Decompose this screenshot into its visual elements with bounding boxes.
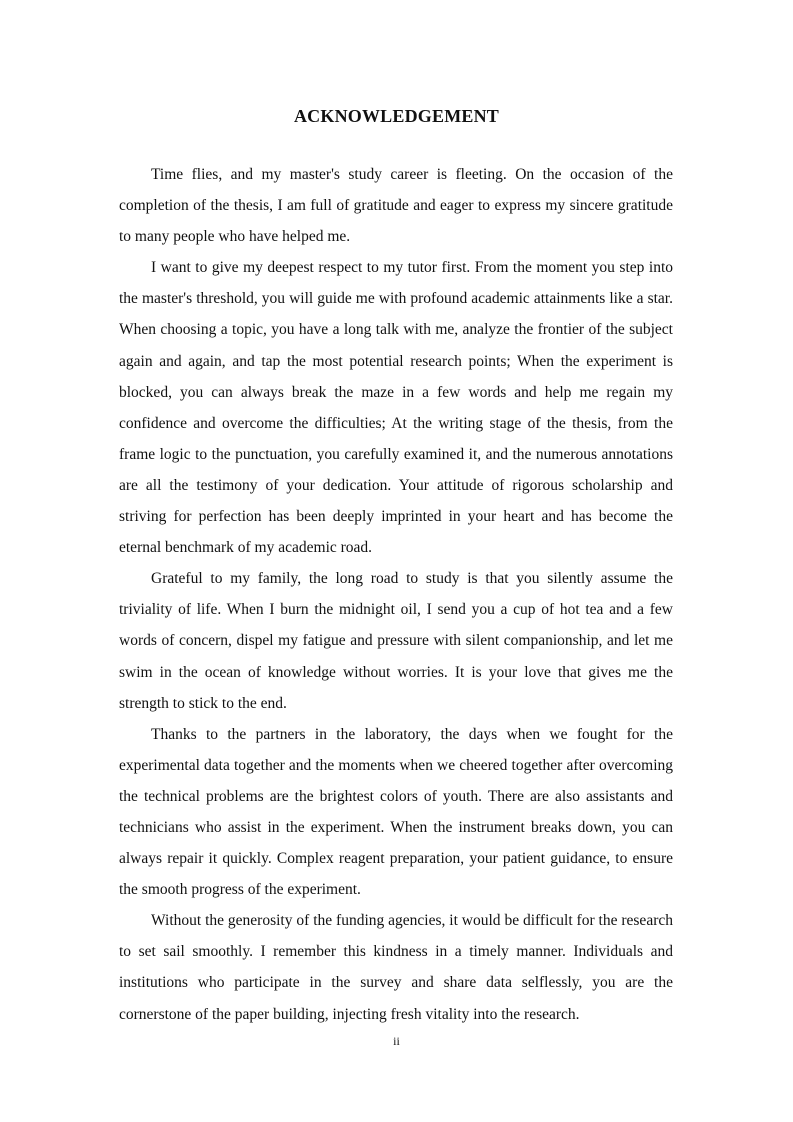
- paragraph-tutor: I want to give my deepest respect to my tutor first. From the moment you step into the master's threshold, you will guide me with profound academic attainments like a star. When choosing a topic, you have a long talk with me, analyze the frontier of the subject again and again, and tap the most potential research points; When the experiment is blocked, you can always break the maze in a few words and help me regain my confidence and overcome the difficulties; At the writing stage of the thesis, from the frame logic to the punctuation, you carefully examined it, and the numerous annotations are all the testimony of your dedication. Your attitude of rigorous scholarship and striving for perfection has been deeply imprinted in your heart and has become the eternal benchmark of my academic road.: [119, 259, 673, 557]
- page-title: ACKNOWLEDGEMENT: [293, 106, 500, 126]
- paragraph-laboratory: Thanks to the partners in the laboratory, the days when we fought for the experimental data together and the moments when we cheered together after overcoming the technical problems are the brightest colors of youth. There are also assistants and technicians who assist in the experiment. When the instrument breaks down, you can always repair it quickly. Complex reagent preparation, your patient guidance, to ensure the smooth progress of the experiment.: [119, 725, 673, 899]
- paragraph-funding: Without the generosity of the funding agencies, it would be difficult for the research to set sail smoothly. I remember this kindness in a timely manner. Individuals and institutions who participate in the survey and share data selflessly, you are the cornerstone of the paper building, injecting fresh vitality into the research.: [119, 912, 673, 1023]
- page-number: ii: [393, 1034, 400, 1048]
- paragraph-opening: Time flies, and my master's study career is fleeting. On the occasion of the completion of the thesis, I am full of gratitude and eager to express my sincere gratitude to many people who have helped me.: [119, 166, 673, 246]
- paragraph-family: Grateful to my family, the long road to study is that you silently assume the triviality of life. When I burn the midnight oil, I send you a cup of hot tea and a few words of concern, dispel my fatigue and pressure with silent companionship, and let me swim in the ocean of knowledge without worries. It is your love that gives me the strength to stick to the end.: [119, 570, 673, 712]
- body-text: [119, 159, 673, 1030]
